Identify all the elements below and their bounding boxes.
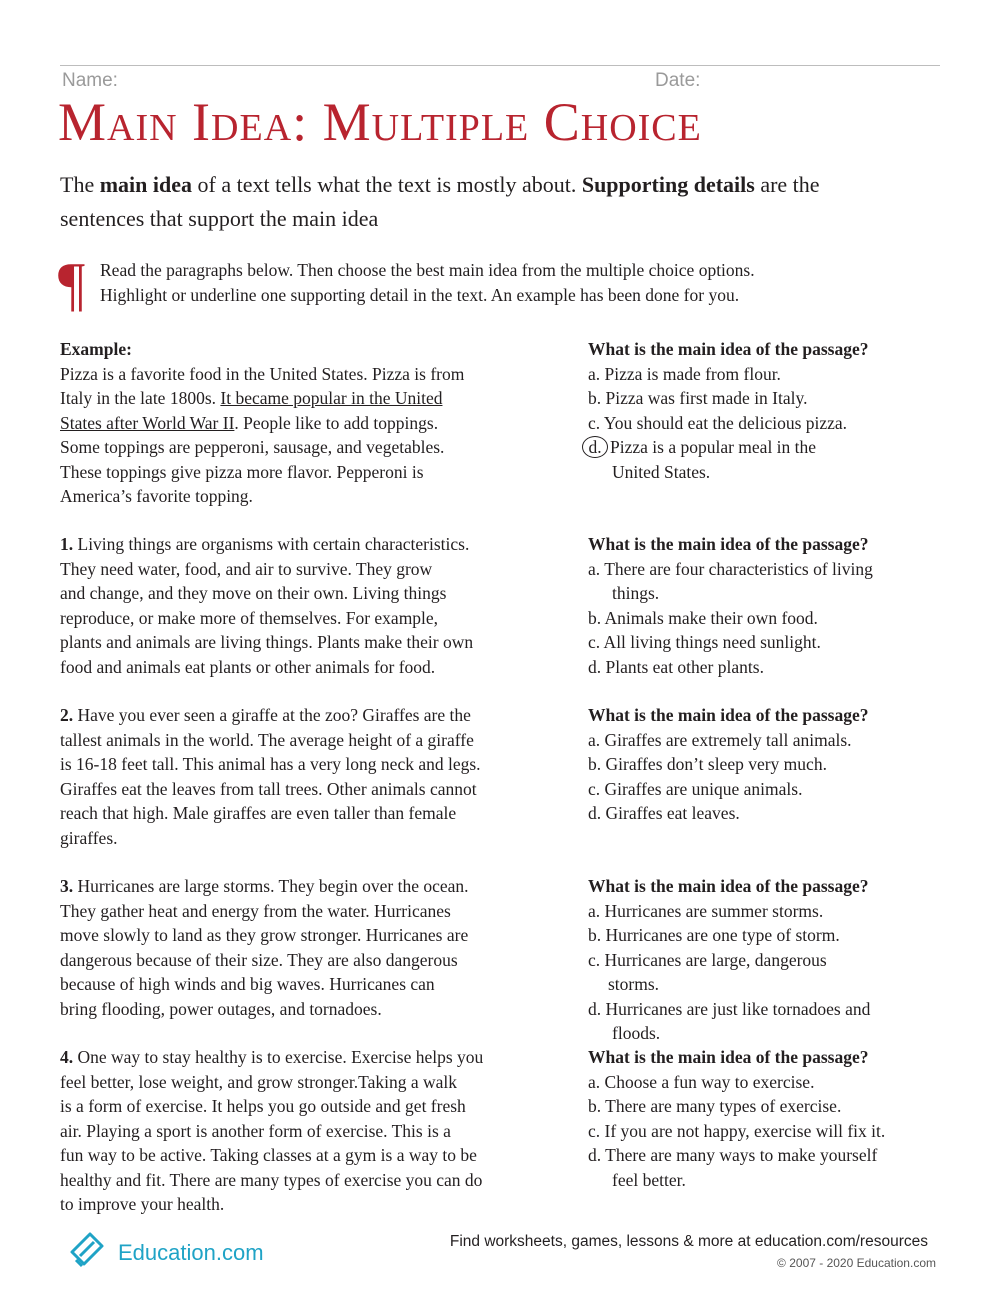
option-b[interactable]: b. Giraffes don’t sleep very much. xyxy=(588,754,827,774)
passage-line: dangerous because of their size. They are also dangerous xyxy=(60,949,458,970)
underlined-detail: States after World War II xyxy=(60,412,235,433)
passage-line: to improve your health. xyxy=(60,1194,225,1214)
footer-resources-link[interactable]: Find worksheets, games, lessons & more at education.com/resources xyxy=(449,1233,928,1250)
passage-line: Living things are organisms with certain characteristics. xyxy=(73,534,470,554)
passage-line: . People like to add toppings. xyxy=(234,412,439,433)
option-c[interactable]: c. All living things need sunlight. xyxy=(588,632,821,652)
education-logo-icon xyxy=(68,1226,122,1268)
question-prompt: What is the main idea of the passage? xyxy=(588,339,869,359)
question-prompt: What is the main idea of the passage? xyxy=(588,705,869,725)
passage-line: Hurricanes are large storms. They begin over the ocean. xyxy=(73,876,469,896)
question-number: 3. xyxy=(60,876,74,896)
intro-text: of a text tells what the text is mostly about. xyxy=(192,172,582,197)
passage-line: America’s favorite topping. xyxy=(60,486,253,506)
passage-line: move slowly to land as they grow stronger. Hurricanes are xyxy=(60,925,469,945)
option-a[interactable]: a. Pizza is made from flour. xyxy=(588,363,781,384)
intro-text: The xyxy=(60,172,100,197)
option-text-continued: storms. xyxy=(608,974,660,994)
passage-line: One way to stay healthy is to exercise. Exercise helps you xyxy=(73,1047,484,1067)
passage-line: Some toppings are pepperoni, sausage, and vegetables. xyxy=(60,437,445,457)
options-4 xyxy=(588,1045,885,1192)
question-number: 2. xyxy=(60,705,74,725)
option-a[interactable]: a. Giraffes are extremely tall animals. xyxy=(588,729,852,750)
passage-line: air. Playing a sport is another form of exercise. This is a xyxy=(60,1120,451,1141)
instructions-line: Highlight or underline one supporting detail in the text. An example has been done for you. xyxy=(100,284,740,305)
option-b[interactable]: b. Pizza was first made in Italy. xyxy=(588,388,808,408)
intro-term-main-idea: main idea xyxy=(99,172,192,197)
passage-line: reproduce, or make more of themselves. For example, xyxy=(60,607,439,628)
underlined-detail: It became popular in the United xyxy=(220,388,443,408)
intro-paragraph xyxy=(60,168,950,236)
passage-line: food and animals eat plants or other animals for food. xyxy=(60,656,436,677)
instructions xyxy=(100,258,900,307)
passage-line: feel better, lose weight, and grow stronger.Taking a walk xyxy=(60,1071,458,1092)
passage-4 xyxy=(60,1045,483,1217)
intro-term-supporting-details: Supporting details xyxy=(581,172,755,197)
passage-line: because of high winds and big waves. Hurricanes can xyxy=(60,974,435,994)
example-options xyxy=(588,337,869,484)
example-passage xyxy=(60,337,464,509)
header-rule xyxy=(60,65,940,66)
page-title: Main Idea: Multiple Choice xyxy=(58,92,702,152)
passage-line: Have you ever seen a giraffe at the zoo? Giraffes are the xyxy=(73,705,471,725)
passage-line: Pizza is a favorite food in the United States. Pizza is from xyxy=(60,363,465,384)
option-b[interactable]: b. Hurricanes are one type of storm. xyxy=(588,925,840,945)
option-a[interactable]: a. There are four characteristics of living xyxy=(588,558,873,579)
question-number: 4. xyxy=(60,1047,74,1067)
options-1 xyxy=(588,532,873,679)
option-d-selected[interactable] xyxy=(588,435,869,460)
option-text-continued: feel better. xyxy=(612,1169,686,1190)
passage-line: They gather heat and energy from the water. Hurricanes xyxy=(60,900,451,921)
passage-3 xyxy=(60,874,469,1021)
question-prompt: What is the main idea of the passage? xyxy=(588,876,869,896)
footer-brand[interactable]: Education.com xyxy=(118,1240,264,1265)
passage-line: plants and animals are living things. Plants make their own xyxy=(60,632,474,652)
option-text-continued: things. xyxy=(612,583,660,603)
selected-answer-circle: d. xyxy=(582,436,608,458)
passage-2 xyxy=(60,703,481,850)
passage-1 xyxy=(60,532,473,679)
option-c[interactable]: c. Giraffes are unique animals. xyxy=(588,778,803,799)
question-prompt: What is the main idea of the passage? xyxy=(588,1047,869,1067)
intro-text: are the xyxy=(754,172,820,197)
option-text: Pizza is a popular meal in the xyxy=(610,437,817,457)
option-b[interactable]: b. Animals make their own food. xyxy=(588,607,818,628)
option-a[interactable]: a. Choose a fun way to exercise. xyxy=(588,1071,815,1092)
passage-line: and change, and they move on their own. Living things xyxy=(60,583,447,603)
options-3 xyxy=(588,874,870,1046)
option-c[interactable]: c. Hurricanes are large, dangerous xyxy=(588,949,827,970)
option-d[interactable]: d. Giraffes eat leaves. xyxy=(588,803,740,823)
passage-line: tallest animals in the world. The average height of a giraffe xyxy=(60,729,474,750)
example-label: Example: xyxy=(60,339,132,359)
option-text-continued: floods. xyxy=(612,1023,661,1043)
intro-text: sentences that support the main idea xyxy=(60,206,379,231)
question-number: 1. xyxy=(60,534,74,554)
name-label: Name: xyxy=(62,70,118,91)
passage-line: fun way to be active. Taking classes at a gym is a way to be xyxy=(60,1145,477,1165)
footer-copyright: © 2007 - 2020 Education.com xyxy=(777,1256,936,1270)
option-text-continued: United States. xyxy=(612,461,711,482)
question-prompt: What is the main idea of the passage? xyxy=(588,534,869,554)
instructions-line: Read the paragraphs below. Then choose the best main idea from the multiple choice options. xyxy=(100,260,755,280)
passage-line: bring flooding, power outages, and tornadoes. xyxy=(60,998,382,1019)
date-label: Date: xyxy=(655,70,701,91)
passage-line: Italy in the late 1800s. xyxy=(60,388,221,408)
option-a[interactable]: a. Hurricanes are summer storms. xyxy=(588,900,824,921)
passage-line: healthy and fit. There are many types of exercise you can do xyxy=(60,1169,483,1190)
option-c[interactable]: c. If you are not happy, exercise will fix it. xyxy=(588,1120,886,1141)
option-c[interactable]: c. You should eat the delicious pizza. xyxy=(588,412,848,433)
passage-line: These toppings give pizza more flavor. Pepperoni is xyxy=(60,461,424,482)
passage-line: reach that high. Male giraffes are even taller than female xyxy=(60,803,457,823)
option-d[interactable]: d. Plants eat other plants. xyxy=(588,656,764,677)
pilcrow-icon: ¶ xyxy=(58,251,86,317)
passage-line: is 16-18 feet tall. This animal has a very long neck and legs. xyxy=(60,754,481,774)
options-2 xyxy=(588,703,869,826)
passage-line: They need water, food, and air to survive. They grow xyxy=(60,558,433,579)
passage-line: giraffes. xyxy=(60,827,118,848)
option-b[interactable]: b. There are many types of exercise. xyxy=(588,1096,842,1116)
passage-line: is a form of exercise. It helps you go outside and get fresh xyxy=(60,1096,466,1116)
option-d[interactable]: d. Hurricanes are just like tornadoes and xyxy=(588,998,871,1019)
option-d[interactable]: d. There are many ways to make yourself xyxy=(588,1145,878,1165)
passage-line: Giraffes eat the leaves from tall trees. Other animals cannot xyxy=(60,778,477,799)
